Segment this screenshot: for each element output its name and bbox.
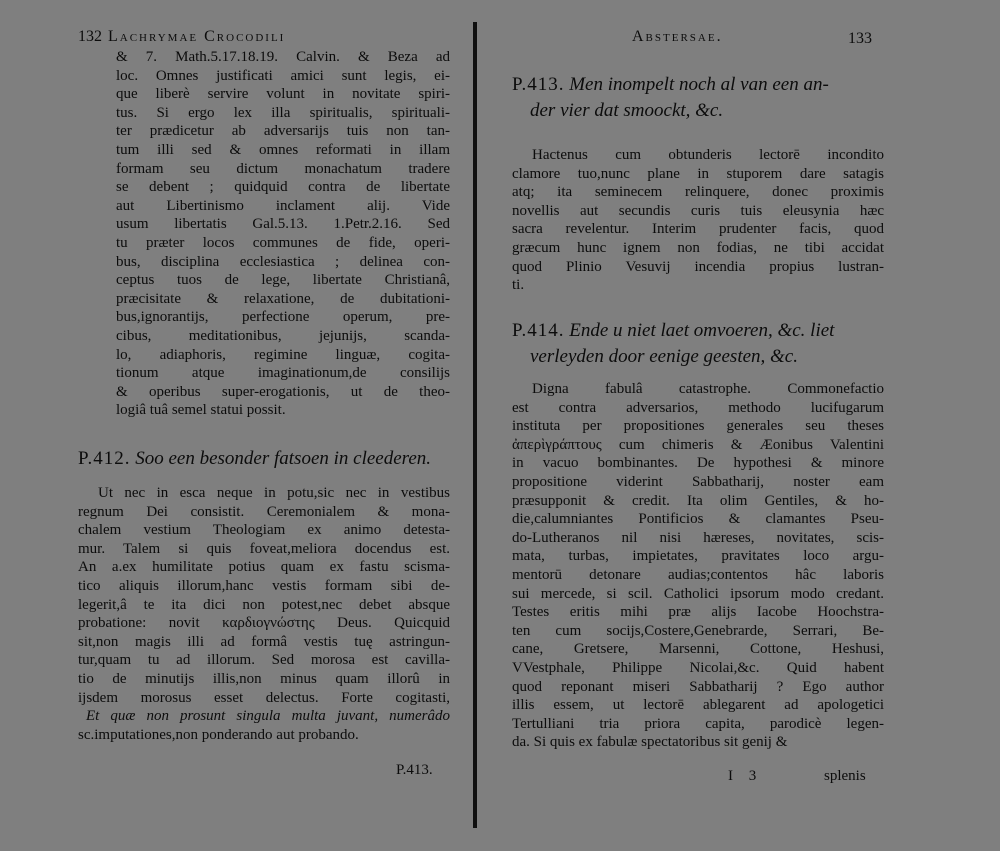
text-line: sit,non magis illi ad formâ vestis tuę astringun-	[78, 633, 450, 650]
text-line: lo, adiaphoris, regimine linguæ, cogita-	[116, 346, 450, 363]
text-line: tum illi sed & omnes reformati in illam	[116, 141, 450, 158]
text-line: clamore tuo,nunc plane in stuporem dare satagis	[512, 165, 884, 182]
page-number: 133	[848, 30, 872, 47]
section-heading	[78, 446, 450, 472]
text-line: cibus, meditationibus, jejunijs, scanda-	[116, 327, 450, 344]
text-line: formam seu dictum monachatum tradere	[116, 160, 450, 177]
page-number: 132	[78, 28, 102, 45]
text-line: chalem vestium Theologiam ex animo detesta-	[78, 522, 450, 539]
text-line: novellis aut secundis curis tuis eleusynia hæc	[512, 202, 884, 219]
running-head: Abstersae.	[632, 28, 723, 45]
text-line: præsupponit & credit. Ita olim Gentiles, & ho-	[512, 492, 884, 509]
text-line: Ut nec in esca neque in potu,sic nec in vestibus	[98, 485, 450, 501]
text-line: quod reponant miseri Sabbatharij ? Ego author	[512, 678, 884, 695]
text-line: que liberè servire volunt in novitate spiri-	[116, 86, 450, 103]
text-line: ti.	[512, 277, 525, 294]
heading-text: Ende u niet laet omvoeren, &c. liet	[569, 320, 835, 341]
text-line: do-Lutheranos nil nisi hæreses, novitates, scis-	[512, 529, 884, 546]
text-line: propositione viderint Sabbatharij, noster eam	[512, 473, 884, 490]
heading-ref: P.413.	[512, 74, 565, 95]
text-line: tur,quam tu ad illorum. Sed morosa est cavilla-	[78, 652, 450, 669]
heading-ref: P.414.	[512, 320, 565, 341]
section-heading	[512, 318, 884, 370]
text-line: regnum Dei consistit. Ceremonialem & mona-	[78, 503, 450, 520]
section-heading	[512, 72, 884, 124]
text-line: & 7. Math.5.17.18.19. Calvin. & Beza ad	[116, 49, 450, 65]
text-block	[512, 146, 884, 295]
text-line: usum libertatis Gal.5.13. 1.Petr.2.16. Sed	[116, 216, 450, 233]
text-block	[116, 48, 450, 420]
text-line: ter prædicetur ab adversarijs tuis non tan-	[116, 123, 450, 140]
text-line: legerit,â te ita dici non potest,nec debet absque	[78, 596, 450, 613]
text-line: da. Si quis ex fabulæ spectatoribus sit genij &	[512, 734, 788, 751]
right-page	[512, 0, 884, 851]
text-line: in vacuo bombinantes. De hypothesi & minore	[512, 455, 884, 472]
text-line: mentorū detonare audias;contentos hâc laboris	[512, 566, 884, 583]
text-line: illis essem, ut lectorē ablegarent ad apologetici	[512, 697, 884, 714]
text-line: bus,ignorantijs, perfectione operum, pre-	[116, 309, 450, 326]
heading-text: Men inompelt noch al van een an-	[569, 74, 829, 95]
text-line: ἀπερὶγράπτους cum chimeris & Æonibus Valentini	[512, 436, 884, 453]
heading-continuation: der vier dat smoockt, &c.	[530, 100, 724, 121]
text-line: loc. Omnes justificati amici sunt legis, ei-	[116, 67, 450, 84]
text-line: tico aliquis illorum,hanc vestis formam sibi de-	[78, 577, 450, 594]
text-line: Tertulliani tria priora capita, parodicè legen-	[512, 715, 884, 732]
text-line: Testes eritis mihi præ alijs Iacobe Hoochstra-	[512, 604, 884, 621]
signature-mark: I 3	[728, 768, 763, 784]
text-line: præcisitate & relaxatione, de dubitationi-	[116, 290, 450, 307]
text-line: sui mercede, si scil. Catholici ipsorum modo credant.	[512, 585, 884, 602]
text-line: Hactenus cum obtunderis lectorē incondito	[532, 147, 884, 163]
catchword: splenis	[824, 768, 866, 784]
text-line: tionum atque imaginationum,de consilijs	[116, 365, 450, 382]
text-block	[78, 484, 450, 744]
running-head: Lachrymae Crocodili	[108, 28, 286, 45]
text-line: ten cum socijs,Costere,Genebrarde, Serrari, Be-	[512, 622, 884, 639]
text-line: tio de minutijs illis,non minus quam illorû in	[78, 670, 450, 687]
text-line: ceptus tuos de lege, libertate Christianâ,	[116, 272, 450, 289]
text-line: mur. Talem si quis foveat,meliora docendus est.	[78, 540, 450, 557]
text-line: græcum hunc ignem non fodias, ne tibi accidat	[512, 239, 884, 256]
heading-ref: P.412.	[78, 448, 131, 469]
text-line: quod Plinio Vesuvij incendia propius lustran-	[512, 258, 884, 275]
left-page	[78, 0, 450, 851]
catchword: P.413.	[396, 762, 433, 778]
text-line: die,calumniantes Pontificios & clamantes Pseu-	[512, 511, 884, 528]
text-line: cane, Gretsere, Marsenni, Cottone, Heshusi,	[512, 641, 884, 658]
text-line: Et quæ non prosunt singula multa juvant, numerâdo	[86, 708, 450, 725]
heading-continuation: verleyden door eenige geesten, &c.	[530, 346, 798, 367]
text-line: tu præter locos communes de fide, operi-	[116, 234, 450, 251]
text-block	[512, 380, 884, 752]
text-line: instituta per propositiones generales seu theses	[512, 418, 884, 435]
text-line: aut Libertinismo inclament alij. Vide	[116, 197, 450, 214]
text-line: atq; ita seminecem relinquere, donec proximis	[512, 184, 884, 201]
text-line: An a.ex humilitate potius quam ex fastu scisma-	[78, 559, 450, 576]
text-line: ijsdem morosus esset delectus. Forte cogitasti,	[78, 689, 450, 706]
text-line: sc.imputationes,non ponderando aut probando.	[78, 726, 359, 743]
text-line: est contra adversarios, methodo lucifugarum	[512, 399, 884, 416]
text-line: se debent ; quidquid contra de libertate	[116, 179, 450, 196]
text-line: & operibus super-erogationis, ut de theo-	[116, 383, 450, 400]
text-line: bus, disciplina ecclesiastica ; delinea con-	[116, 253, 450, 270]
text-line: logiâ tuâ semel statui possit.	[116, 402, 286, 419]
heading-text: Soo een besonder fatsoen in cleederen.	[135, 448, 432, 469]
text-line: probatione: novit καρδιογνώστης Deus. Quicquid	[78, 615, 450, 632]
text-line: tus. Si ergo lex illa spiritualis, spirituali-	[116, 104, 450, 121]
text-line: sacra revelentur. Interim prudenter facis, quod	[512, 221, 884, 238]
book-gutter	[473, 22, 477, 828]
text-line: mata, turbas, impietates, pravitates loco argu-	[512, 548, 884, 565]
text-line: VVestphale, Philippe Nicolai,&c. Quid habent	[512, 659, 884, 676]
text-line: Digna fabulâ catastrophe. Commonefactio	[532, 381, 884, 397]
